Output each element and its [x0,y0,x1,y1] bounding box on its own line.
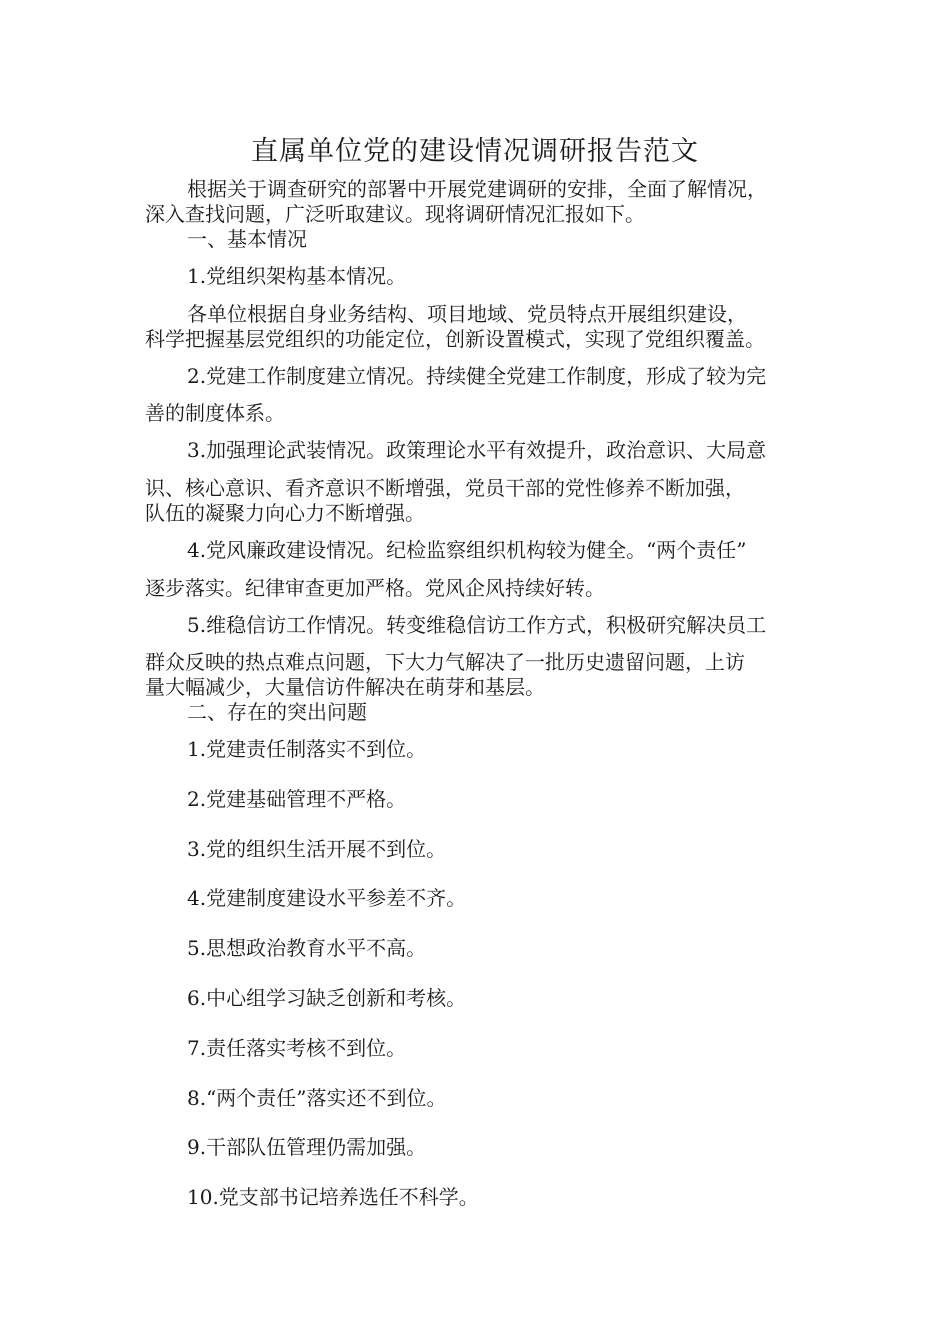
item-5-line-1: 5.维稳信访工作情况。转变维稳信访工作方式，积极研究解决员工 [187,613,767,637]
item-3-line-2: 识、核心意识、看齐意识不断增强，党员干部的党性修养不断加强， [145,476,745,500]
section-heading-problems: 二、存在的突出问题 [187,700,367,724]
problem-item: 1.党建责任制落实不到位。 [187,737,427,761]
problem-item: 4.党建制度建设水平参差不齐。 [187,886,467,910]
intro-line-2: 深入查找问题，广泛听取建议。现将调研情况汇报如下。 [145,202,645,226]
item-2-line-2: 善的制度体系。 [145,401,285,425]
problem-item: 2.党建基础管理不严格。 [187,787,407,811]
item-3-line-1: 3.加强理论武装情况。政策理论水平有效提升，政治意识、大局意 [187,438,767,462]
item-2-line-1: 2.党建工作制度建立情况。持续健全党建工作制度，形成了较为完 [187,364,767,388]
problem-item: 10.党支部书记培养选任不科学。 [187,1185,479,1209]
problem-item: 5.思想政治教育水平不高。 [187,936,427,960]
section-heading-basic: 一、基本情况 [187,227,307,251]
document-title: 直属单位党的建设情况调研报告范文 [251,136,699,167]
problem-item: 3.党的组织生活开展不到位。 [187,837,447,861]
item-1-body-line-1: 各单位根据自身业务结构、项目地域、党员特点开展组织建设， [187,302,747,326]
item-1-title: 1.党组织架构基本情况。 [187,264,407,288]
item-5-line-3: 量大幅减少，大量信访件解决在萌芽和基层。 [145,675,545,699]
problem-item: 6.中心组学习缺乏创新和考核。 [187,986,467,1010]
item-3-line-3: 队伍的凝聚力向心力不断增强。 [145,501,425,525]
problem-item: 9.干部队伍管理仍需加强。 [187,1135,427,1159]
problem-item: 8.“两个责任”落实还不到位。 [187,1086,447,1110]
item-5-line-2: 群众反映的热点难点问题，下大力气解决了一批历史遗留问题，上访 [145,650,745,674]
item-4-line-2: 逐步落实。纪律审查更加严格。党风企风持续好转。 [145,576,605,600]
item-1-body-line-2: 科学把握基层党组织的功能定位，创新设置模式，实现了党组织覆盖。 [145,327,765,351]
problem-item: 7.责任落实考核不到位。 [187,1036,407,1060]
intro-line-1: 根据关于调查研究的部署中开展党建调研的安排，全面了解情况， [187,177,767,201]
item-4-line-1: 4.党风廉政建设情况。纪检监察组织机构较为健全。“两个责任” [187,538,747,562]
